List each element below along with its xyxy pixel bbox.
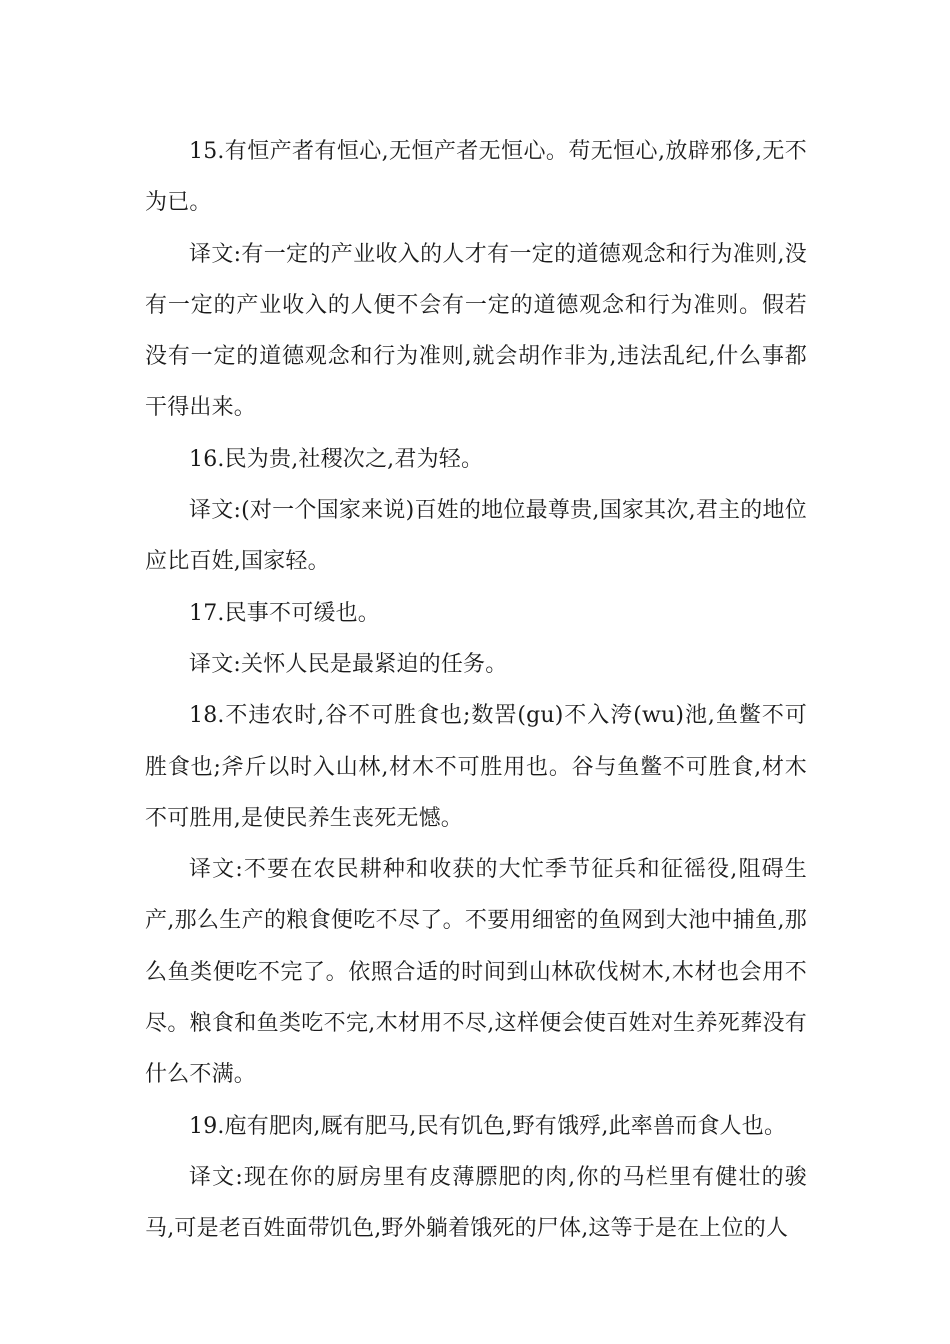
paragraph-16-translation: 译文:(对一个国家来说)百姓的地位最尊贵,国家其次,君主的地位应比百姓,国家轻。	[145, 498, 807, 575]
document-page	[145, 126, 807, 1255]
paragraph-18-translation: 译文:不要在农民耕种和收获的大忙季节征兵和征徭役,阻碍生产,那么生产的粮食便吃不尽了。不要用细密的鱼网到大池中捕鱼,那么鱼类便吃不完了。依照合适的时间到山林砍伐树木,木材也会用不尽。粮食和鱼类吃不完,木材用不尽,这样便会使百姓对生养死葬没有什么不满。	[145, 857, 807, 1088]
paragraph-17-original: 17.民事不可缓也。	[189, 600, 380, 626]
paragraph-16-original: 16.民为贵,社稷次之,君为轻。	[189, 446, 484, 472]
paragraph-19-translation: 译文:现在你的厨房里有皮薄膘肥的肉,你的马栏里有健壮的骏马,可是老百姓面带饥色,野外躺着饿死的尸体,这等于是在上位的人	[145, 1164, 807, 1242]
paragraph-19-original: 19.庖有肥肉,厩有肥马,民有饥色,野有饿殍,此率兽而食人也。	[189, 1113, 787, 1139]
paragraph-18-original: 18.不违农时,谷不可胜食也;数罟(gu)不入洿(wu)池,鱼鳖不可胜食也;斧斤以时入山林,材木不可胜用也。谷与鱼鳖不可胜食,材木不可胜用,是使民养生丧死无憾。	[145, 703, 807, 831]
paragraph-15-original: 15.有恒产者有恒心,无恒产者无恒心。苟无恒心,放辟邪侈,无不为已。	[145, 139, 807, 216]
paragraph-17-translation: 译文:关怀人民是最紧迫的任务。	[189, 651, 508, 677]
paragraph-15-translation: 译文:有一定的产业收入的人才有一定的道德观念和行为准则,没有一定的产业收入的人便不会有一定的道德观念和行为准则。假若没有一定的道德观念和行为准则,就会胡作非为,违法乱纪,什么事都干得出来。	[145, 241, 807, 421]
